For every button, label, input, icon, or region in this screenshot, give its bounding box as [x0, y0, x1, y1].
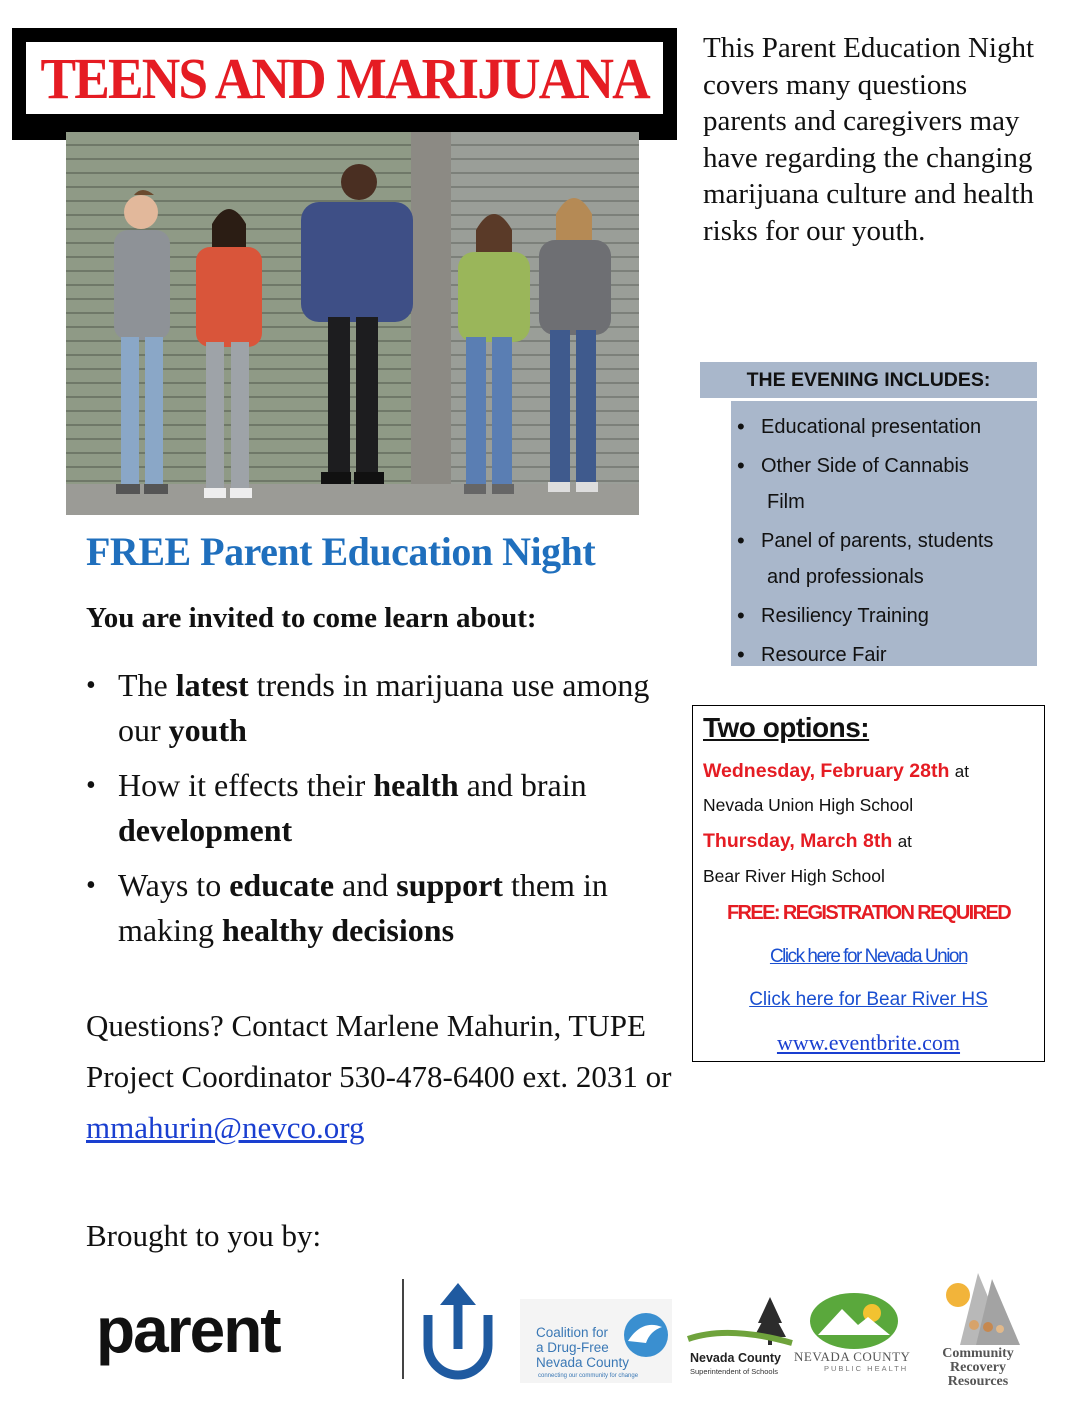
- crr-line: Recovery: [950, 1360, 1006, 1375]
- topic-strong: latest: [175, 667, 249, 703]
- coalition-line: Nevada County: [536, 1355, 630, 1370]
- ncph-logo: [792, 1291, 916, 1383]
- topic-strong: support: [396, 867, 503, 903]
- topic-text: trends in marijuana use among our: [118, 667, 650, 748]
- crr-line: Resources: [947, 1374, 1009, 1389]
- sponsor-logos: [90, 1265, 1040, 1395]
- intro-text: This Parent Education Night covers many questions parents and caregivers may have regarding the changing marijuana culture and health risks for our youth.: [703, 32, 1035, 247]
- topic-text: them in making: [118, 867, 608, 948]
- contact-email-link[interactable]: mmahurin@nevco.org: [86, 1110, 365, 1145]
- evening-heading: THE EVENING INCLUDES:: [700, 362, 1037, 398]
- topic-item: [86, 763, 676, 853]
- evening-item-text-cont: Film: [767, 491, 805, 513]
- ncsos-logo: [686, 1293, 796, 1385]
- options-box: [692, 705, 1045, 1062]
- topic-strong: healthy decisions: [221, 912, 455, 948]
- topic-item: [86, 663, 676, 753]
- teens-photo-illustration: [66, 132, 639, 515]
- tree-icon: [686, 1293, 796, 1353]
- topic-text: Ways to: [118, 867, 230, 903]
- topic-item: [86, 863, 676, 953]
- option1-school: Nevada Union High School: [703, 795, 914, 815]
- evening-item: [731, 448, 1037, 520]
- topic-strong: development: [118, 812, 293, 848]
- parent-logo: parent: [96, 1294, 280, 1366]
- coalition-line: a Drug-Free: [536, 1340, 609, 1355]
- topic-strong: educate: [229, 867, 335, 903]
- ncsos-name: Nevada County: [690, 1351, 781, 1365]
- topic-strong: youth: [168, 712, 247, 748]
- brought-by-label: Brought to you by:: [86, 1218, 322, 1253]
- option1-date-line: [703, 760, 969, 783]
- topic-text: and: [334, 867, 397, 903]
- registration-notice: FREE: REGISTRATION REQUIRED: [726, 902, 1011, 924]
- option1-at: at: [954, 762, 969, 781]
- bear-river-link[interactable]: Click here for Bear River HS: [749, 989, 988, 1010]
- evening-item: [731, 409, 1037, 445]
- topic-strong: health: [373, 767, 459, 803]
- option2-school: Bear River High School: [703, 866, 885, 886]
- contact-text: Questions? Contact Marlene Mahurin, TUPE Project Coordinator 530-478-6400 ext. 2031 or: [86, 1008, 672, 1094]
- crr-line: Community: [942, 1346, 1014, 1361]
- ncsos-subtitle: Superintendent of Schools: [690, 1367, 778, 1376]
- coalition-logo: [520, 1299, 672, 1383]
- parent-u-logo-icon: [416, 1275, 500, 1381]
- title-banner: [12, 28, 677, 140]
- event-heading: FREE Parent Education Night: [86, 529, 596, 574]
- ncph-name: NEVADA COUNTY: [794, 1349, 911, 1364]
- crr-logo: [930, 1269, 1026, 1391]
- teens-photo: [66, 132, 639, 515]
- logo-divider: [402, 1279, 404, 1379]
- evening-item-text-cont: and professionals: [767, 566, 924, 588]
- evening-item-text: Panel of parents, students: [761, 530, 994, 552]
- evening-item: [731, 637, 1037, 673]
- evening-item-text: Other Side of Cannabis: [761, 455, 969, 477]
- evening-item-text: Resource Fair: [761, 644, 887, 666]
- evening-list: [731, 401, 1037, 666]
- evening-item: [731, 523, 1037, 595]
- topic-text: The: [118, 667, 176, 703]
- evening-item-text: Resiliency Training: [761, 605, 929, 627]
- crr-name: [930, 1347, 1026, 1389]
- sun-people-icon: [930, 1269, 1026, 1347]
- option2-date: Thursday, March 8th: [703, 830, 893, 852]
- option2-at: at: [897, 832, 912, 851]
- topics-list: [86, 663, 676, 963]
- evening-item: [731, 598, 1037, 634]
- coalition-line: Coalition for: [536, 1325, 609, 1340]
- invited-text: You are invited to come learn about:: [86, 602, 537, 634]
- option1-date: Wednesday, February 28th: [703, 760, 950, 782]
- options-heading: Two options:: [703, 712, 870, 743]
- coalition-name: [536, 1325, 629, 1370]
- contact-info: [86, 1000, 686, 1153]
- eventbrite-link[interactable]: www.eventbrite.com: [776, 1030, 961, 1055]
- ncph-subtitle: PUBLIC HEALTH: [824, 1364, 909, 1373]
- topic-text: and brain: [458, 767, 587, 803]
- mountain-sun-icon: [792, 1291, 916, 1351]
- nevada-union-link[interactable]: Click here for Nevada Union: [769, 946, 968, 967]
- evening-item-text: Educational presentation: [761, 416, 982, 438]
- topic-text: How it effects their: [118, 767, 374, 803]
- title-inner: [26, 42, 663, 114]
- coalition-tagline: connecting our community for change: [538, 1373, 639, 1379]
- page-title: TEENS AND MARIJUANA: [40, 45, 649, 111]
- option2-date-line: [703, 830, 912, 853]
